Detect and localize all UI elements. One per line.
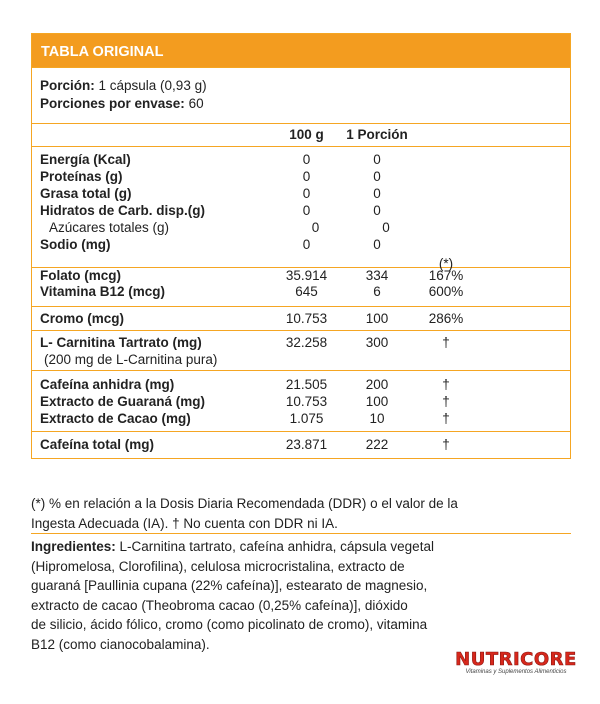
footnote	[31, 494, 571, 533]
ingredients-label: Ingredientes:	[31, 539, 116, 554]
nutrient-name: Extracto de Guaraná (mg)	[40, 394, 206, 409]
servings-label: Porciones por envase:	[40, 96, 185, 111]
table-row	[40, 185, 562, 202]
carnitine-note: (200 mg de L-Carnitina pura)	[44, 352, 218, 367]
value-per100: 0	[302, 152, 311, 167]
nutrient-name: Hidratos de Carb. disp.(g)	[40, 203, 206, 218]
ingredients-text: guaraná [Paullinia cupana (22% cafeína)], estearato de magnesio,	[31, 578, 428, 593]
value-per100: 0	[311, 220, 320, 235]
cromo-section	[32, 306, 570, 330]
table-row	[40, 284, 562, 300]
table-row	[40, 268, 562, 284]
table-row	[40, 202, 562, 219]
value-per-portion: 6	[373, 284, 381, 299]
value-per-portion: 300	[365, 335, 389, 350]
value-per100: 23.871	[285, 437, 328, 452]
value-per100: 0	[302, 203, 311, 218]
value-per100: 10.753	[285, 311, 328, 326]
ingredients-text: (Hipromelosa, Clorofilina), celulosa microcristalina, extracto de	[31, 558, 405, 574]
value-ddr: †	[442, 437, 450, 452]
value-per-portion: 0	[373, 237, 381, 252]
value-ddr: 286%	[428, 311, 464, 326]
portion-value: 1 cápsula (0,93 g)	[94, 78, 207, 93]
value-per-portion: 0	[373, 186, 381, 201]
carnitine-note-row	[40, 351, 562, 368]
nutrient-name: Folato (mcg)	[40, 268, 121, 283]
nutrient-name: Cafeína anhidra (mg)	[40, 377, 175, 392]
servings-value: 60	[184, 96, 204, 111]
table-row	[40, 236, 562, 253]
divider	[31, 533, 571, 534]
value-ddr: 167%	[428, 268, 464, 283]
table-row	[40, 334, 562, 351]
portion-label: Porción:	[40, 78, 95, 93]
value-per100: 0	[302, 186, 311, 201]
value-ddr: 600%	[428, 284, 464, 299]
value-per100: 21.505	[285, 377, 328, 392]
servings-row	[40, 95, 562, 113]
nutrient-name: L- Carnitina Tartrato (mg)	[40, 335, 202, 350]
value-per100: 32.258	[285, 335, 328, 350]
value-per100: 10.753	[285, 394, 328, 409]
value-per-portion: 222	[365, 437, 389, 452]
vitamins-section	[32, 267, 570, 306]
portion-section	[32, 67, 570, 123]
value-ddr: †	[442, 335, 450, 350]
value-ddr: †	[442, 394, 450, 409]
value-per100: 645	[295, 284, 318, 299]
nutrient-name: Vitamina B12 (mcg)	[40, 284, 166, 299]
carnitine-section	[32, 330, 570, 370]
table-row	[40, 151, 562, 168]
column-header	[32, 123, 570, 146]
footnote-line: Ingesta Adecuada (IA). † No cuenta con DDR ni IA.	[31, 515, 338, 531]
table-title: TABLA ORIGINAL	[32, 34, 570, 67]
nutrient-name: Grasa total (g)	[40, 186, 132, 201]
ingredients-text: L-Carnitina tartrato, cafeína anhidra, cápsula vegetal	[115, 539, 434, 554]
value-per-portion: 0	[373, 203, 381, 218]
value-per-portion: 0	[382, 220, 390, 235]
nutrient-name: Energía (Kcal)	[40, 152, 131, 167]
brand-tagline: Vitaminas y Suplementos Alimenticios	[465, 669, 567, 675]
table-row	[40, 410, 562, 427]
ddr-marker: (*)	[438, 256, 454, 271]
ingredients-text: B12 (como cianocobalamina).	[31, 636, 210, 652]
header-per100: 100 g	[289, 127, 324, 142]
value-per-portion: 0	[373, 152, 381, 167]
table-row	[40, 307, 562, 330]
nutrient-name: Proteínas (g)	[40, 169, 123, 184]
caffeine-sources-section	[32, 370, 570, 431]
value-per100: 1.075	[289, 411, 324, 426]
nutrient-name: Extracto de Cacao (mg)	[40, 411, 191, 426]
value-ddr: †	[442, 411, 450, 426]
nutrient-name: Cromo (mcg)	[40, 311, 124, 326]
ingredients	[31, 537, 571, 654]
macros-section	[32, 146, 570, 271]
table-row	[40, 432, 562, 458]
value-per-portion: 0	[373, 169, 381, 184]
nutrient-name: Sodio (mg)	[40, 237, 111, 252]
value-per100: 0	[302, 169, 311, 184]
value-per-portion: 10	[369, 411, 385, 426]
value-per-portion: 100	[365, 394, 389, 409]
footnote-line: (*) % en relación a la Dosis Diaria Recomendada (DDR) o el valor de la	[31, 496, 458, 511]
table-row	[40, 376, 562, 393]
total-section	[32, 431, 570, 458]
value-per-portion: 200	[365, 377, 389, 392]
header-per-portion: 1 Porción	[346, 127, 408, 142]
portion-row	[40, 77, 562, 95]
table-row	[40, 219, 562, 236]
table-row	[40, 168, 562, 185]
value-per100: 35.914	[285, 268, 328, 283]
value-per100: 0	[302, 237, 311, 252]
ingredients-text: de silicio, ácido fólico, cromo (como picolinato de cromo), vitamina	[31, 617, 428, 632]
table-row	[40, 393, 562, 410]
nutrition-table	[31, 33, 571, 459]
brand-name: NUTRICORE	[455, 649, 577, 670]
ingredients-text: extracto de cacao (Theobroma cacao (0,25% cafeína)], dióxido	[31, 597, 408, 613]
nutrient-name: Azúcares totales (g)	[49, 220, 170, 235]
value-per-portion: 100	[365, 311, 389, 326]
nutrient-name: Cafeína total (mg)	[40, 437, 155, 452]
value-per-portion: 334	[365, 268, 389, 283]
brand-logo	[452, 651, 580, 677]
value-ddr: †	[442, 377, 450, 392]
